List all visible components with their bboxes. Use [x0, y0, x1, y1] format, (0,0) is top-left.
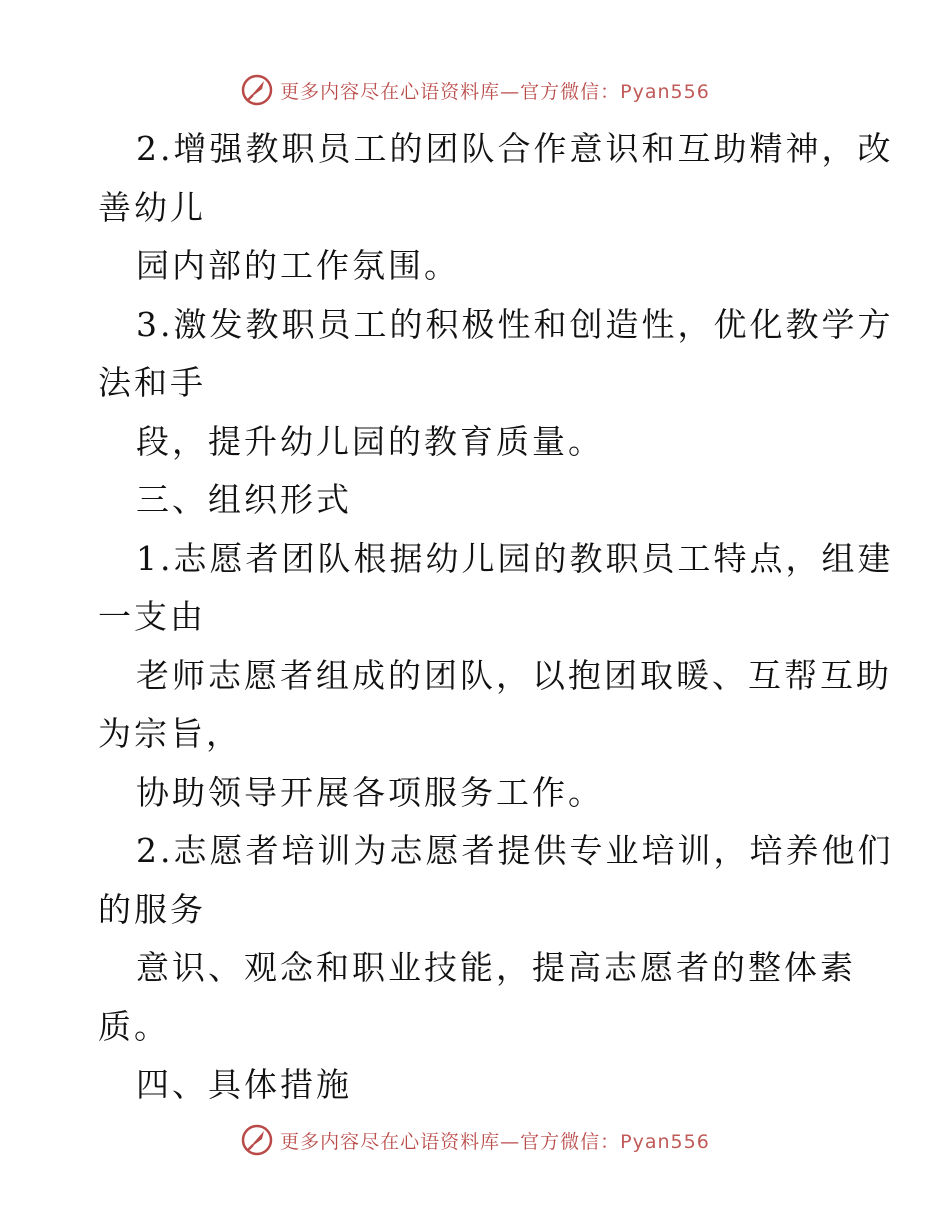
body-line: 园内部的工作氛围。 — [136, 246, 460, 285]
body-line: 为宗旨， — [98, 714, 242, 753]
footer-banner-main: 更多内容尽在心语资料库—官方微信： — [280, 1130, 621, 1153]
section-heading: 三、组织形式 — [136, 480, 352, 519]
body-line: 老师志愿者组成的团队，以抱团取暖、互帮互助 — [136, 655, 892, 695]
body-line: 段，提升幼儿园的教育质量。 — [136, 421, 604, 461]
header-banner — [0, 70, 950, 110]
document-body — [98, 120, 894, 1115]
body-line: 2.志愿者培训为志愿者提供专业培训，培养他们 — [136, 831, 894, 870]
quill-logo-icon — [240, 73, 274, 107]
body-line: 一支由 — [98, 597, 206, 636]
section-heading: 四、具体措施 — [136, 1065, 352, 1104]
body-line: 2.增强教职员工的团队合作意识和互助精神，改 — [136, 129, 894, 168]
footer-banner — [0, 1120, 950, 1160]
body-line: 1.志愿者团队根据幼儿园的教职员工特点，组建 — [136, 538, 894, 578]
header-banner-main: 更多内容尽在心语资料库—官方微信： — [280, 80, 621, 103]
footer-wechat-id: Pyan556 — [620, 1130, 710, 1153]
body-line: 3.激发教职员工的积极性和创造性，优化教学方 — [136, 304, 894, 344]
header-wechat-id: Pyan556 — [620, 80, 710, 103]
body-line: 意识、观念和职业技能，提高志愿者的整体素 — [136, 948, 856, 987]
quill-logo-icon — [240, 1123, 274, 1157]
footer-banner-text — [280, 1127, 710, 1154]
header-banner-text — [280, 77, 710, 104]
body-line: 质。 — [98, 1006, 170, 1046]
body-line: 法和手 — [98, 363, 206, 402]
body-line: 协助领导开展各项服务工作。 — [136, 772, 604, 812]
body-line: 的服务 — [98, 889, 206, 929]
body-line: 善幼儿 — [98, 187, 206, 227]
